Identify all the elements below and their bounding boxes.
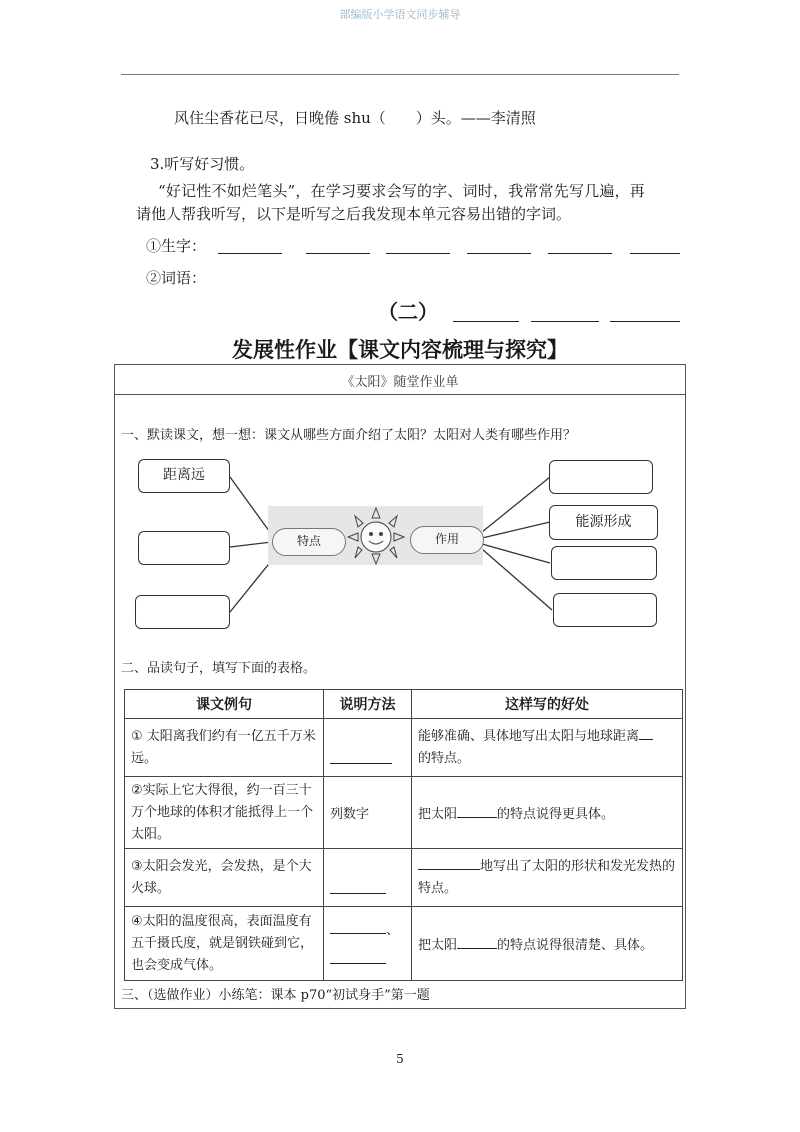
row-1-method[interactable] xyxy=(324,719,412,777)
cloud-functions: 作用 xyxy=(410,526,484,554)
question-2: 二、品读句子，填写下面的表格。 xyxy=(121,661,317,676)
row-3-benefit: 地写出了太阳的形状和发光发热的特点。 xyxy=(412,849,683,907)
table-row xyxy=(125,719,683,777)
question-1: 一、默读课文，想一想：课文从哪些方面介绍了太阳？太阳对人类有哪些作用？ xyxy=(121,428,577,443)
sun-illustration xyxy=(268,506,483,565)
page-header: 部编版小学语文同步辅导 xyxy=(339,8,461,21)
right-box-1[interactable] xyxy=(549,460,653,494)
section-title: 发展性作业【课文内容梳理与探究】 xyxy=(232,338,568,362)
chars-label: ①生字： xyxy=(146,237,207,255)
right-box-2[interactable]: 能源形成 xyxy=(549,505,658,540)
poem-line: 风住尘香花已尽，日晚倦 shu（ ）头。——李清照 xyxy=(174,109,536,127)
table-row xyxy=(125,907,683,981)
row-1-benefit: 能够准确、具体地写出太阳与地球距离 的特点。 xyxy=(412,719,683,777)
chars-blank-6[interactable] xyxy=(630,252,680,254)
worksheet-title-divider xyxy=(114,394,686,395)
dictation-para-2: 请他人帮我听写，以下是听写之后我发现本单元容易出错的字词。 xyxy=(136,205,572,223)
row-4-example: ④太阳的温度很高，表面温度有五千摄氏度，就是钢铁碰到它，也会变成气体。 xyxy=(125,907,324,981)
words-blank-2[interactable] xyxy=(531,320,599,322)
worksheet-title: 《太阳》随堂作业单 xyxy=(341,375,459,390)
table-row xyxy=(125,849,683,907)
row-2-benefit: 把太阳 的特点说得更具体。 xyxy=(412,777,683,849)
analysis-table xyxy=(124,689,683,981)
row-2-example: ②实际上它大得很，约一百三十万个地球的体积才能抵得上一个太阳。 xyxy=(125,777,324,849)
chars-blank-4[interactable] xyxy=(467,252,531,254)
cloud-features: 特点 xyxy=(272,528,346,556)
chars-blank-1[interactable] xyxy=(218,252,282,254)
left-box-1[interactable]: 距离远 xyxy=(138,459,230,493)
chars-blank-3[interactable] xyxy=(386,252,450,254)
chars-blank-2[interactable] xyxy=(306,252,370,254)
row-4-benefit-blank[interactable] xyxy=(457,948,497,949)
row-1-example: ① 太阳离我们约有一亿五千万米远。 xyxy=(125,719,324,777)
header-divider xyxy=(121,74,679,75)
words-blank-3[interactable] xyxy=(610,320,680,322)
left-box-3[interactable] xyxy=(135,595,230,629)
question-3: 三、（选做作业）小练笔：课本 p70“初试身手”第一题 xyxy=(121,988,430,1003)
row-1-benefit-blank[interactable] xyxy=(639,739,653,740)
right-box-3[interactable] xyxy=(551,546,657,580)
row-3-benefit-blank[interactable] xyxy=(418,869,480,870)
sun-icon xyxy=(340,506,412,565)
col-header-benefit: 这样写的好处 xyxy=(412,690,683,719)
left-box-2[interactable] xyxy=(138,531,230,565)
right-box-4[interactable] xyxy=(553,593,657,627)
row-3-example: ③太阳会发光，会发热，是个大火球。 xyxy=(125,849,324,907)
row-3-method[interactable] xyxy=(324,849,412,907)
dictation-heading: 3.听写好习惯。 xyxy=(150,155,255,173)
col-header-method: 说明方法 xyxy=(324,690,412,719)
col-header-example: 课文例句 xyxy=(125,690,324,719)
chars-blank-5[interactable] xyxy=(548,252,612,254)
row-2-benefit-blank[interactable] xyxy=(457,817,497,818)
section-number: （二） xyxy=(378,300,438,324)
row-4-method[interactable]: 、 xyxy=(324,907,412,981)
table-row xyxy=(125,777,683,849)
row-2-method: 列数字 xyxy=(324,777,412,849)
row-4-benefit: 把太阳 的特点说得很清楚、具体。 xyxy=(412,907,683,981)
words-blank-1[interactable] xyxy=(453,320,519,322)
dictation-para-1: “好记性不如烂笔头”，在学习要求会写的字、词时，我常常先写几遍，再 xyxy=(158,182,645,200)
words-label: ②词语： xyxy=(146,269,207,287)
page-number: 5 xyxy=(396,1052,404,1066)
